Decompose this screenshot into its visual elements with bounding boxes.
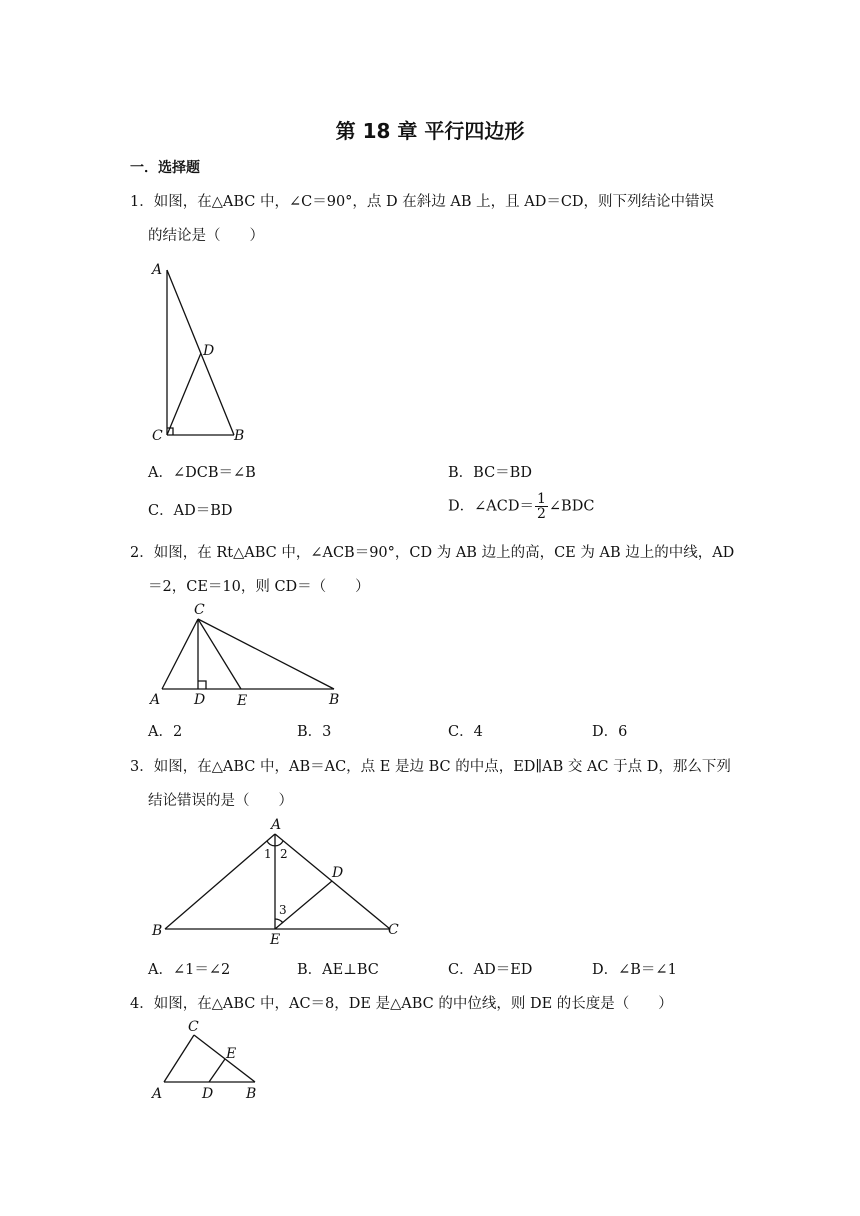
question-3-option-b[interactable]: B．AE⊥BC bbox=[297, 962, 379, 978]
label-a: A bbox=[150, 692, 161, 708]
segment-cb bbox=[194, 1035, 255, 1082]
page-title: 第 18 章 平行四边形 bbox=[335, 119, 525, 143]
label-a: A bbox=[152, 262, 163, 278]
question-1-figure bbox=[148, 258, 258, 448]
section-heading: 一．选择题 bbox=[130, 160, 200, 176]
question-1-line-2: 的结论是（ ） bbox=[148, 228, 264, 244]
label-e: E bbox=[226, 1046, 237, 1062]
segment-de bbox=[209, 1059, 225, 1082]
question-3-line-1: 3．如图，在△ABC 中，AB＝AC，点 E 是边 BC 的中点，ED∥AB 交 AC 于点 D，那么下列 bbox=[130, 759, 731, 775]
label-a: A bbox=[271, 817, 282, 833]
question-1-option-d[interactable] bbox=[448, 492, 594, 521]
question-1-line-1: 1．如图，在△ABC 中，∠C＝90°，点 D 在斜边 AB 上，且 AD＝CD，则下列结论中错误 bbox=[130, 194, 715, 210]
label-d: D bbox=[194, 692, 206, 708]
segment-cd bbox=[167, 353, 201, 435]
option-d-suffix: ∠BDC bbox=[548, 498, 595, 515]
label-d: D bbox=[203, 343, 215, 359]
right-angle-mark bbox=[198, 681, 206, 689]
label-angle-3: 3 bbox=[279, 903, 287, 917]
fraction-one-half: $\frac{1}{2}$ bbox=[536, 491, 546, 522]
label-b: B bbox=[329, 692, 340, 708]
question-2-figure bbox=[150, 600, 350, 710]
label-b: B bbox=[234, 428, 245, 444]
question-2-line-2: ＝2，CE＝10，则 CD＝（ ） bbox=[148, 579, 370, 595]
label-e: E bbox=[270, 932, 281, 948]
question-3-option-d[interactable]: D．∠B＝∠1 bbox=[592, 962, 677, 978]
label-angle-1: 1 bbox=[264, 847, 272, 861]
segment-ac bbox=[164, 1035, 194, 1082]
label-d: D bbox=[202, 1086, 214, 1102]
question-3-option-c[interactable]: C．AD＝ED bbox=[448, 962, 533, 978]
label-c: C bbox=[188, 1019, 199, 1035]
question-3-option-a[interactable]: A．∠1＝∠2 bbox=[148, 962, 231, 978]
question-2-option-a[interactable]: A．2 bbox=[148, 724, 183, 740]
question-1-option-b[interactable]: B．BC＝BD bbox=[448, 465, 532, 481]
segment-ca bbox=[162, 619, 198, 689]
question-2-line-1: 2．如图，在 Rt△ABC 中，∠ACB＝90°，CD 为 AB 边上的高，CE 为 AB 边上的中线，AD bbox=[130, 545, 735, 561]
label-c: C bbox=[388, 922, 399, 938]
question-2-option-c[interactable]: C．4 bbox=[448, 724, 483, 740]
question-1-option-c[interactable]: C．AD＝BD bbox=[148, 503, 233, 519]
label-a: A bbox=[152, 1086, 163, 1102]
label-b: B bbox=[246, 1086, 257, 1102]
question-2-option-d[interactable]: D．6 bbox=[592, 724, 628, 740]
label-b: B bbox=[152, 923, 163, 939]
segment-ab bbox=[165, 834, 275, 929]
label-e: E bbox=[237, 693, 248, 709]
question-3-line-2: 结论错误的是（ ） bbox=[148, 793, 293, 809]
question-4-line-1: 4．如图，在△ABC 中，AC＝8，DE 是△ABC 的中位线，则 DE 的长度是（ ） bbox=[130, 996, 673, 1012]
question-1-option-a[interactable]: A．∠DCB＝∠B bbox=[148, 465, 256, 481]
option-d-prefix: D．∠ACD＝ bbox=[448, 498, 534, 515]
segment-cb bbox=[198, 619, 334, 689]
label-d: D bbox=[332, 865, 344, 881]
question-3-figure bbox=[150, 812, 410, 947]
label-angle-2: 2 bbox=[280, 847, 288, 861]
question-2-option-b[interactable]: B．3 bbox=[297, 724, 332, 740]
label-c: C bbox=[152, 428, 163, 444]
angle-arc-e bbox=[275, 919, 283, 923]
label-c: C bbox=[194, 602, 205, 618]
question-4-figure bbox=[150, 1018, 270, 1108]
